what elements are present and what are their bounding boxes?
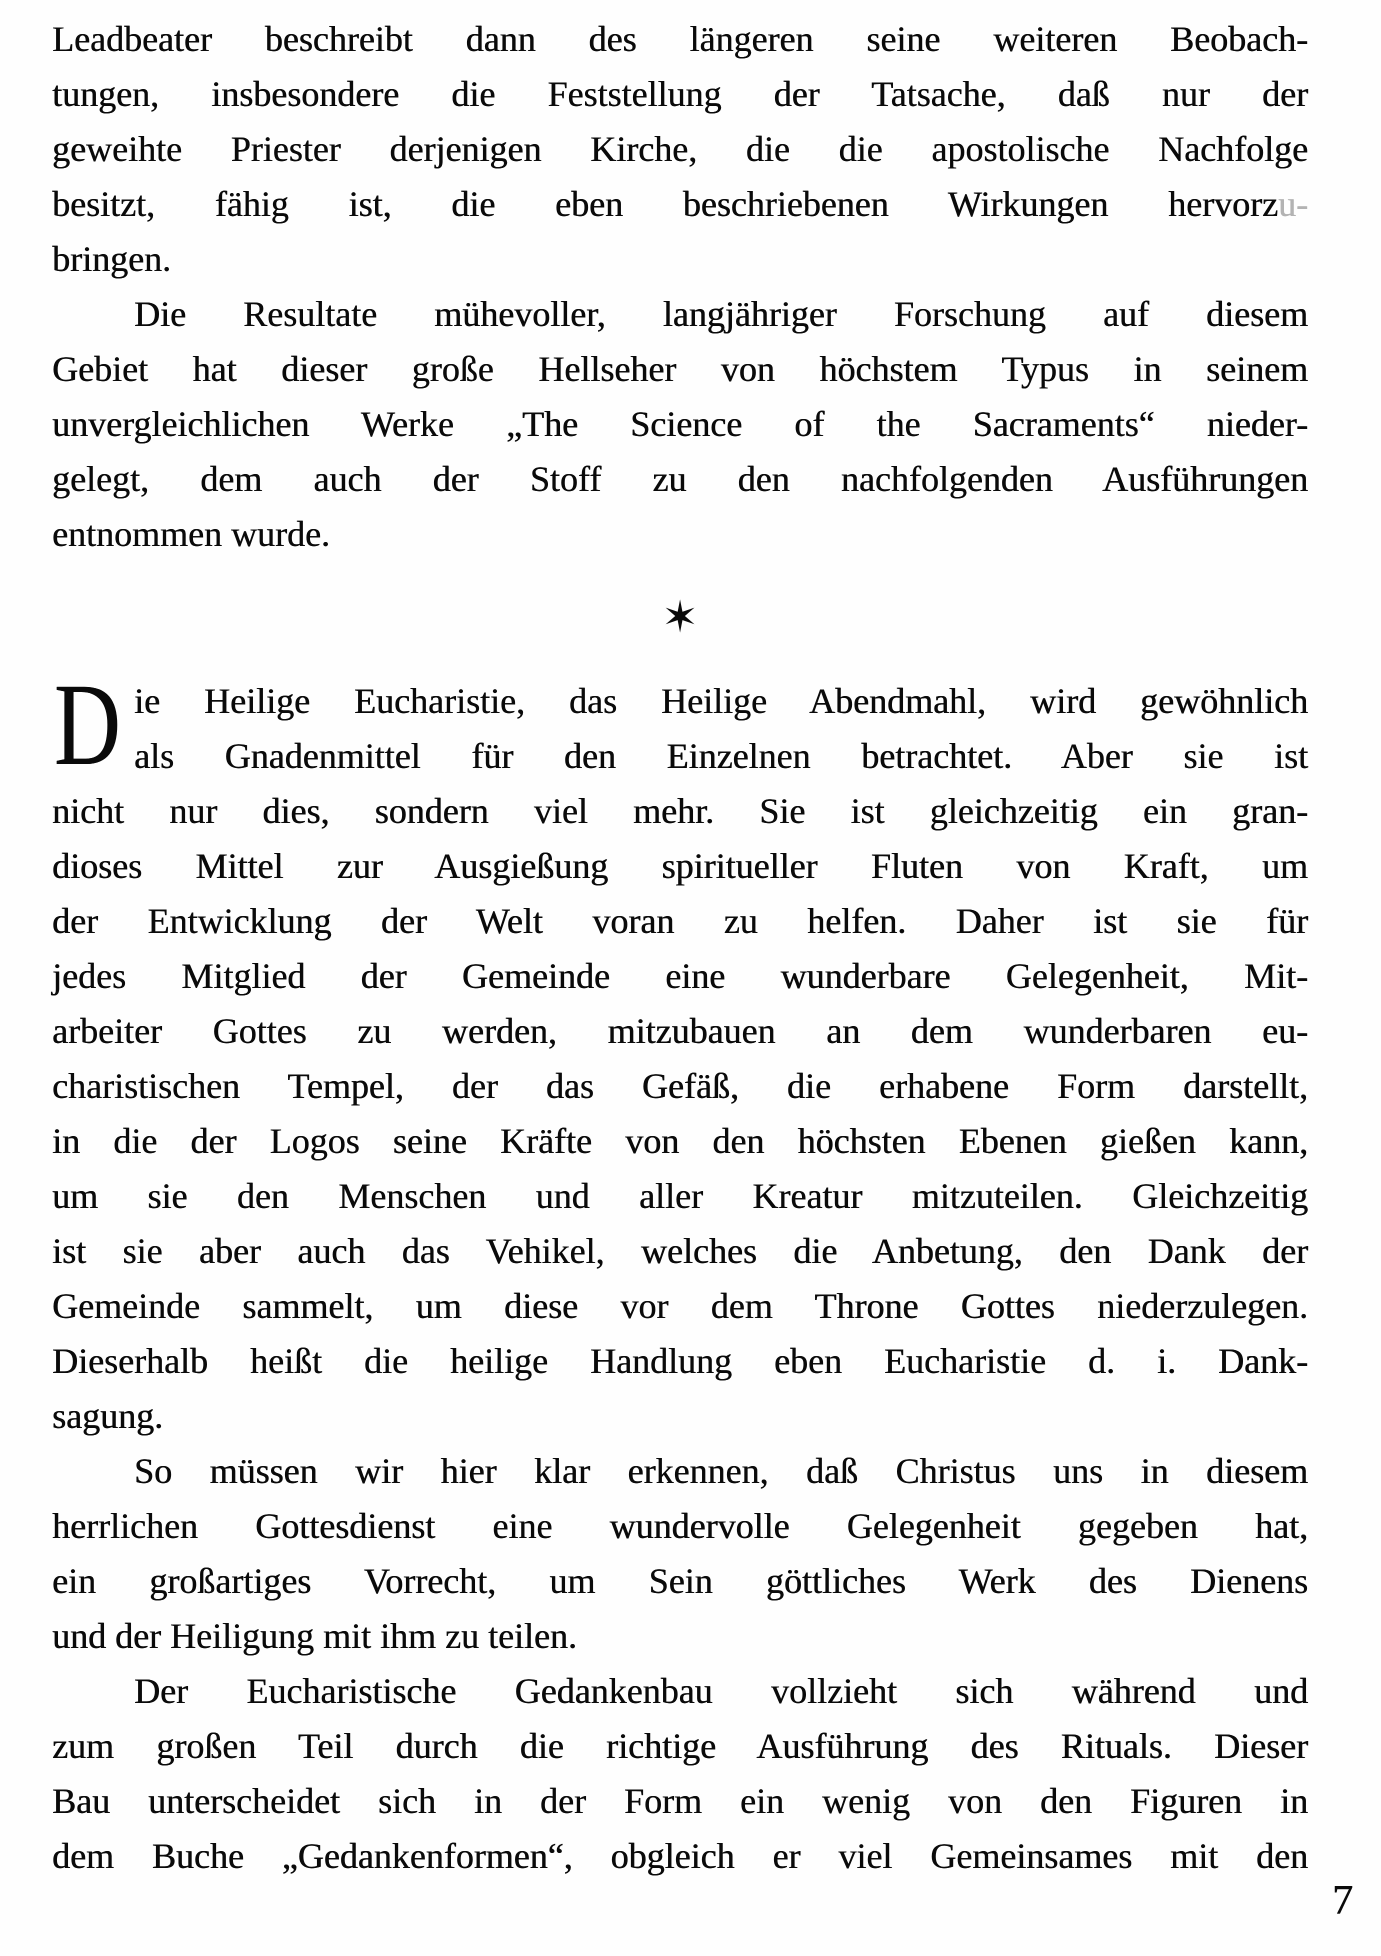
text-line: ein großartiges Vorrecht, um Sein göttliches Werk des Dienens [52,1561,1308,1601]
text-line: und der Heiligung mit ihm zu teilen. [52,1616,577,1656]
text-line: nicht nur dies, sondern viel mehr. Sie ist gleichzeitig ein gran- [52,791,1308,831]
text-line: charistischen Tempel, der das Gefäß, die erhabene Form darstellt, [52,1066,1308,1106]
text-line: Gebiet hat dieser große Hellseher von höchstem Typus in seinem [52,349,1308,389]
text-line: entnommen wurde. [52,514,330,554]
faded-print-fragment: u- [1278,184,1308,224]
drop-cap: D [54,659,121,790]
paragraph-4 [52,1444,1308,1664]
paragraph-1 [52,12,1308,287]
paragraph-3 [52,659,1308,1444]
text-line [52,177,1308,232]
text-line: So müssen wir hier klar erkennen, daß Christus uns in diesem [134,1451,1308,1491]
text-line: gelegt, dem auch der Stoff zu den nachfolgenden Ausführungen [52,459,1308,499]
section-divider [52,562,1308,674]
text-line: arbeiter Gottes zu werden, mitzubauen an dem wunderbaren eu- [52,1011,1308,1051]
text-line: dioses Mittel zur Ausgießung spiritueller Fluten von Kraft, um [52,846,1308,886]
text-line: herrlichen Gottesdienst eine wundervolle Gelegenheit gegeben hat, [52,1506,1308,1546]
paragraph-2 [52,287,1308,562]
text-line: als Gnadenmittel für den Einzelnen betrachtet. Aber sie ist [134,736,1308,776]
text-line: geweihte Priester derjenigen Kirche, die die apostolische Nachfolge [52,129,1308,169]
text-line-fragment: besitzt, fähig ist, die eben beschriebenen Wirkungen hervorz [52,184,1278,224]
text-line: Die Resultate mühevoller, langjähriger Forschung auf diesem [134,294,1308,334]
text-line: ist sie aber auch das Vehikel, welches die Anbetung, den Dank der [52,1231,1308,1271]
text-line: Dieserhalb heißt die heilige Handlung eben Eucharistie d. i. Dank- [52,1341,1308,1381]
text-line: tungen, insbesondere die Feststellung der Tatsache, daß nur der [52,74,1308,114]
text-line: Gemeinde sammelt, um diese vor dem Throne Gottes niederzulegen. [52,1286,1308,1326]
text-line: der Entwicklung der Welt voran zu helfen. Daher ist sie für [52,901,1308,941]
text-line: bringen. [52,239,171,279]
six-pointed-star-icon: ✶ [661,593,699,642]
text-line: Bau unterscheidet sich in der Form ein wenig von den Figuren in [52,1781,1308,1821]
text-line: zum großen Teil durch die richtige Ausführung des Rituals. Dieser [52,1726,1308,1766]
text-line: ie Heilige Eucharistie, das Heilige Abendmahl, wird gewöhnlich [134,681,1308,721]
text-line: sagung. [52,1396,163,1436]
text-line: Leadbeater beschreibt dann des längeren seine weiteren Beobach- [52,19,1308,59]
text-line: in die der Logos seine Kräfte von den höchsten Ebenen gießen kann, [52,1121,1308,1161]
page-number: 7 [1332,1878,1353,1924]
text-line: jedes Mitglied der Gemeinde eine wunderbare Gelegenheit, Mit- [52,956,1308,996]
text-block [52,12,1308,1884]
text-line: unvergleichlichen Werke „The Science of the Sacraments“ nieder- [52,404,1308,444]
text-line: dem Buche „Gedankenformen“, obgleich er viel Gemeinsames mit den [52,1836,1308,1876]
paragraph-5 [52,1664,1308,1884]
text-line: Der Eucharistische Gedankenbau vollzieht sich während und [134,1671,1308,1711]
text-line: um sie den Menschen und aller Kreatur mitzuteilen. Gleichzeitig [52,1176,1308,1216]
